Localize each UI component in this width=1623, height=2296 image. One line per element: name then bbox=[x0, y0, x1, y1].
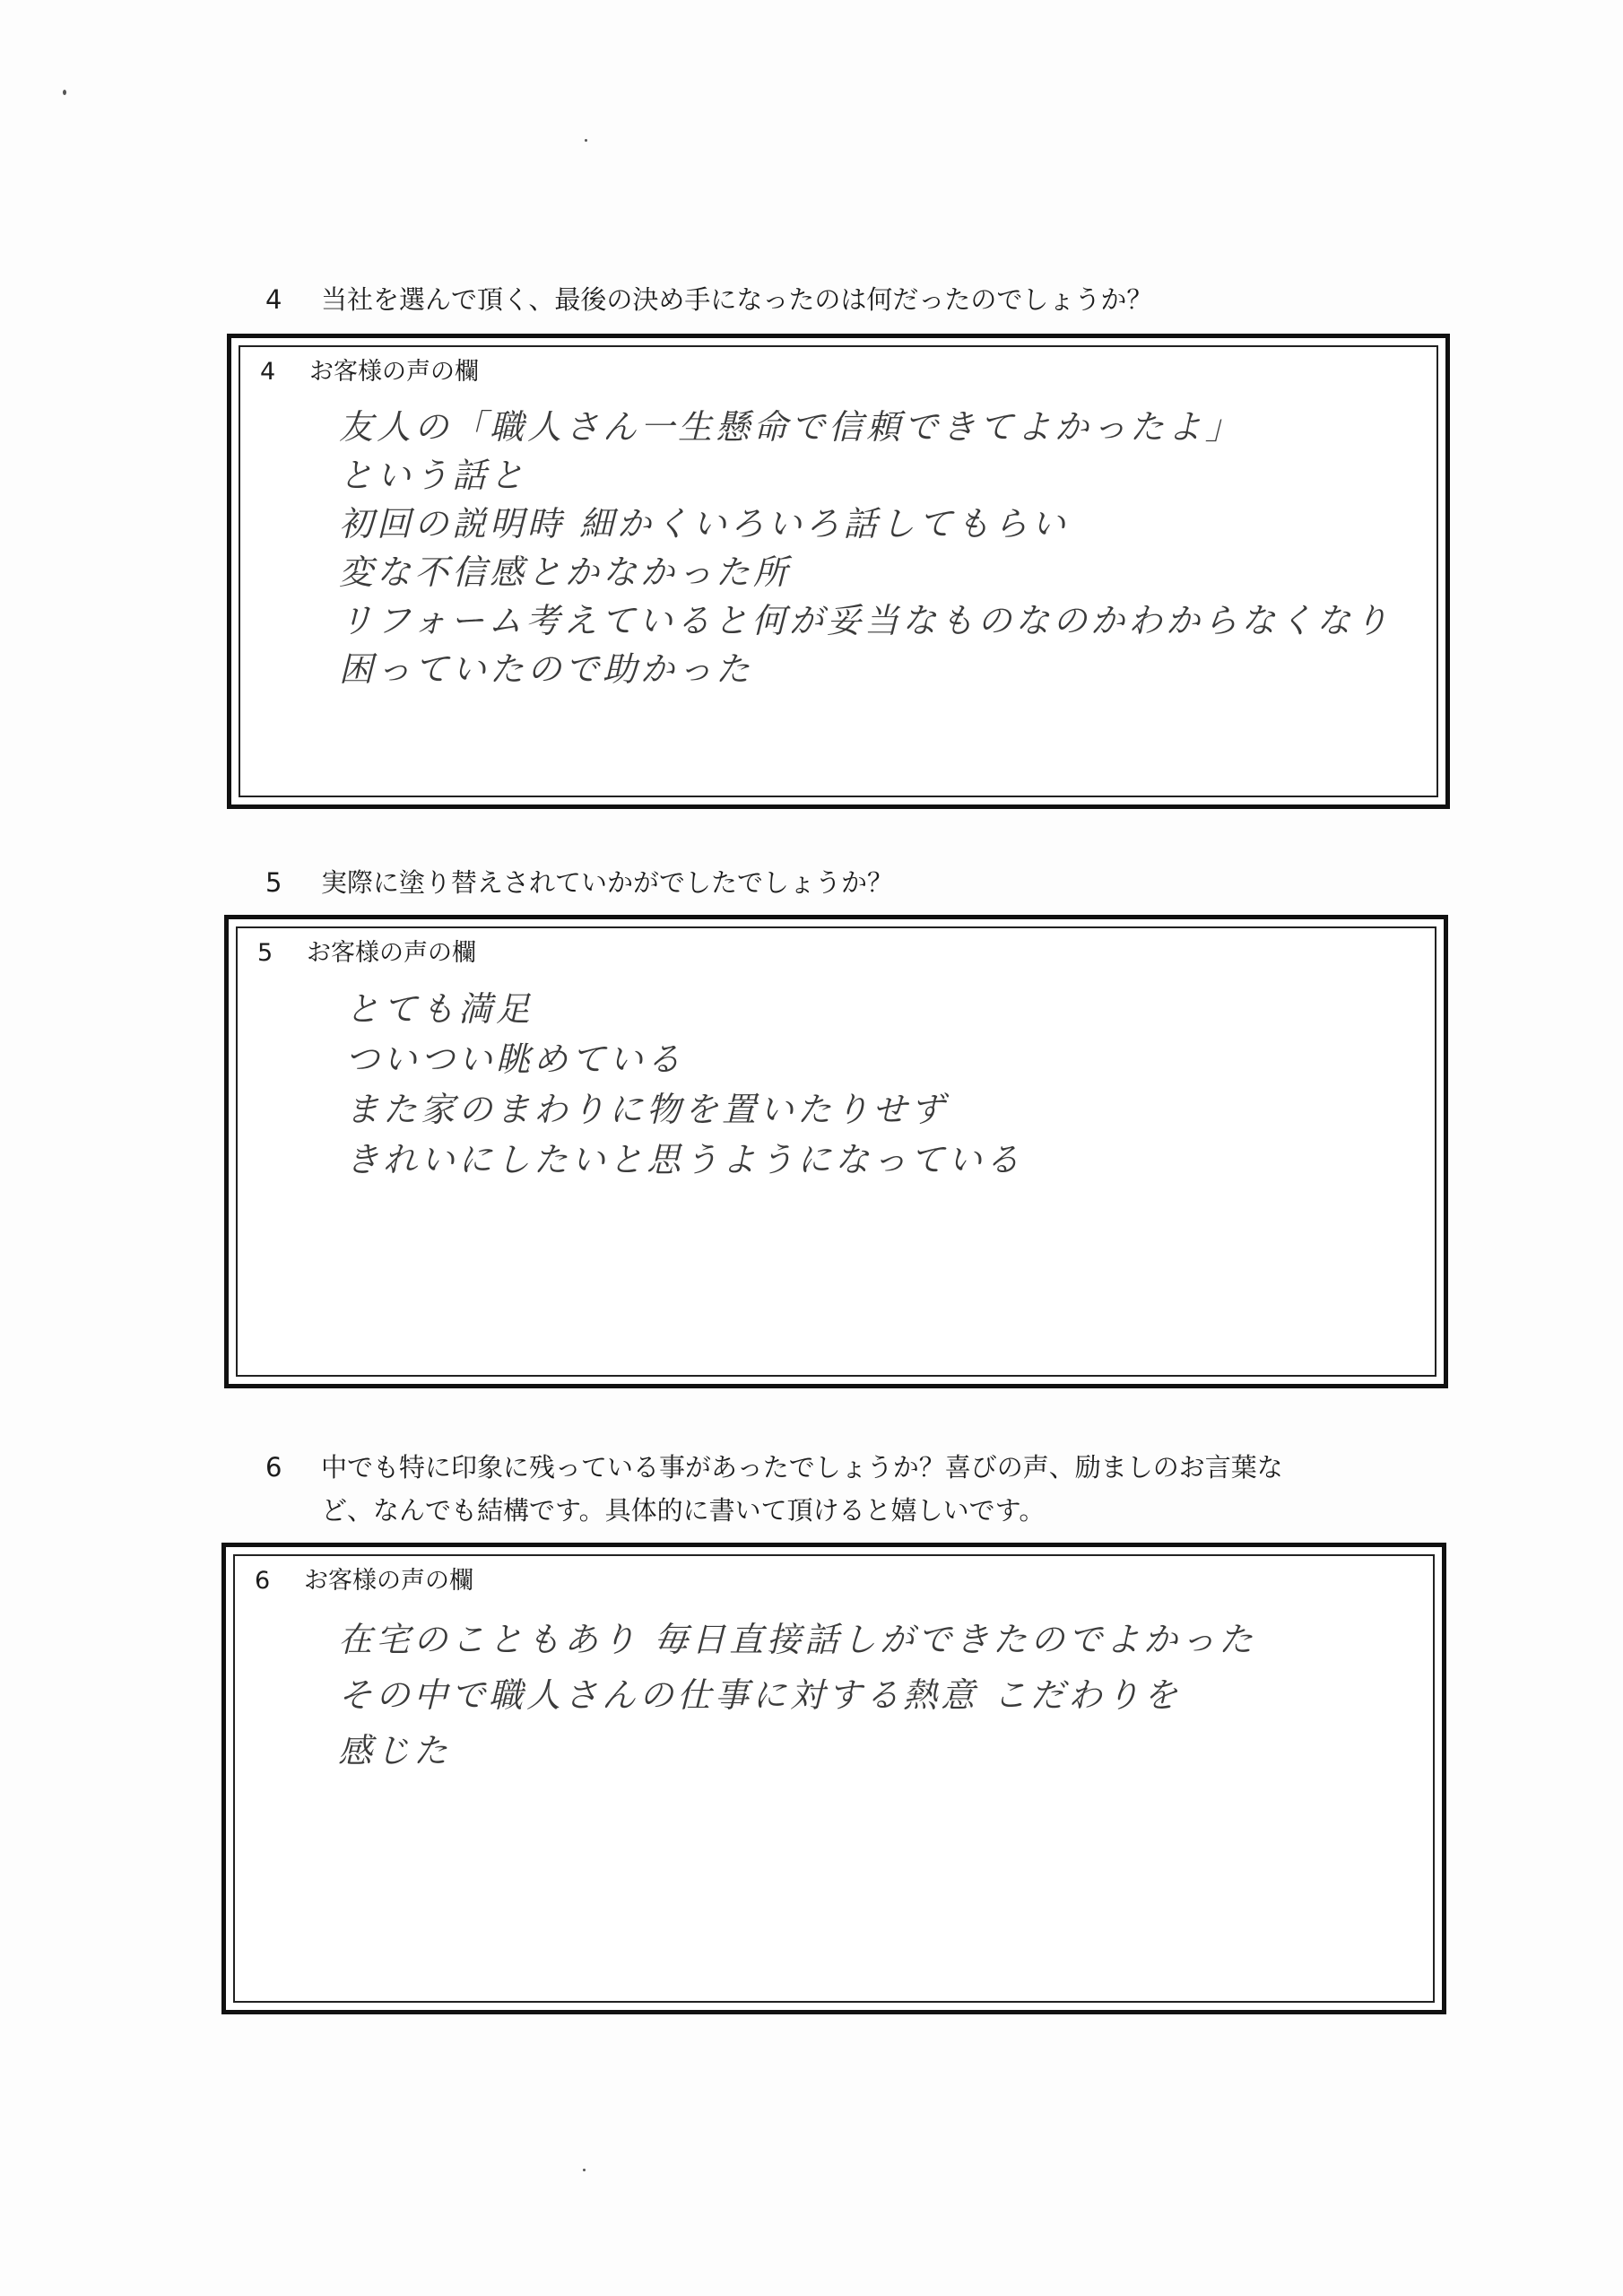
question-text: 実際に塗り替えされていかがでしたでしょうか？ bbox=[321, 867, 894, 898]
answer-box-4 bbox=[227, 334, 1450, 809]
answer-line: また家のまわりに物を置いたりせず bbox=[345, 1090, 949, 1129]
box-number: 5 bbox=[257, 939, 273, 967]
question-4 bbox=[265, 278, 1152, 321]
question-6 bbox=[265, 1446, 1283, 1532]
scan-speck bbox=[583, 2169, 586, 2171]
answer-line: ついつい眺めている bbox=[345, 1039, 685, 1079]
scan-speck bbox=[63, 90, 66, 95]
answer-line: 困っていたので助かった bbox=[339, 649, 754, 689]
answer-line: 在宅のこともあり 毎日直接話しができたのでよかった bbox=[338, 1620, 1257, 1659]
answer-line: という話と bbox=[339, 456, 528, 495]
answer-box-inner bbox=[236, 926, 1436, 1377]
answer-line: リフォーム考えていると何が妥当なものなのかわからなくなり bbox=[339, 601, 1393, 640]
question-number: 5 bbox=[265, 867, 282, 898]
box-label bbox=[255, 1565, 473, 1597]
handwritten-answer bbox=[339, 403, 1392, 693]
box-label bbox=[260, 356, 479, 388]
answer-line: とても満足 bbox=[345, 989, 534, 1029]
box-label-text: お客様の声の欄 bbox=[304, 1567, 473, 1595]
answer-line: 初回の説明時 細かくいろいろ話してもらい bbox=[339, 504, 1070, 544]
answer-box-6 bbox=[221, 1543, 1446, 2014]
question-number: 4 bbox=[265, 284, 282, 315]
handwritten-answer bbox=[345, 984, 1023, 1185]
question-text: 当社を選んで頂く、最後の決め手になったのは何だったのでしょうか？ bbox=[321, 284, 1153, 315]
question-5 bbox=[265, 861, 893, 904]
answer-line: 変な不信感とかなかった所 bbox=[339, 552, 792, 592]
box-number: 4 bbox=[260, 358, 276, 386]
box-number: 6 bbox=[255, 1567, 271, 1595]
box-label-text: お客様の声の欄 bbox=[309, 358, 479, 386]
question-text-continued: ど、なんでも結構です。具体的に書いて頂けると嬉しいです。 bbox=[321, 1495, 1046, 1526]
scan-speck bbox=[585, 139, 587, 142]
answer-line: 友人の「職人さん一生懸命で信頼できてよかったよ」 bbox=[339, 407, 1244, 447]
handwritten-answer bbox=[338, 1612, 1256, 1779]
question-number: 6 bbox=[265, 1452, 282, 1483]
question-text: 中でも特に印象に残っている事があったでしょうか？喜びの声、励ましのお言葉な bbox=[321, 1452, 1283, 1483]
answer-box-5 bbox=[224, 915, 1448, 1388]
answer-line: 感じた bbox=[338, 1731, 452, 1770]
box-label bbox=[257, 937, 476, 970]
answer-box-inner bbox=[233, 1554, 1435, 2003]
answer-line: きれいにしたいと思うようになっている bbox=[345, 1140, 1024, 1179]
answer-line: その中で職人さんの仕事に対する熱意 こだわりを bbox=[338, 1675, 1182, 1715]
box-label-text: お客様の声の欄 bbox=[307, 939, 476, 967]
answer-box-inner bbox=[239, 345, 1438, 797]
